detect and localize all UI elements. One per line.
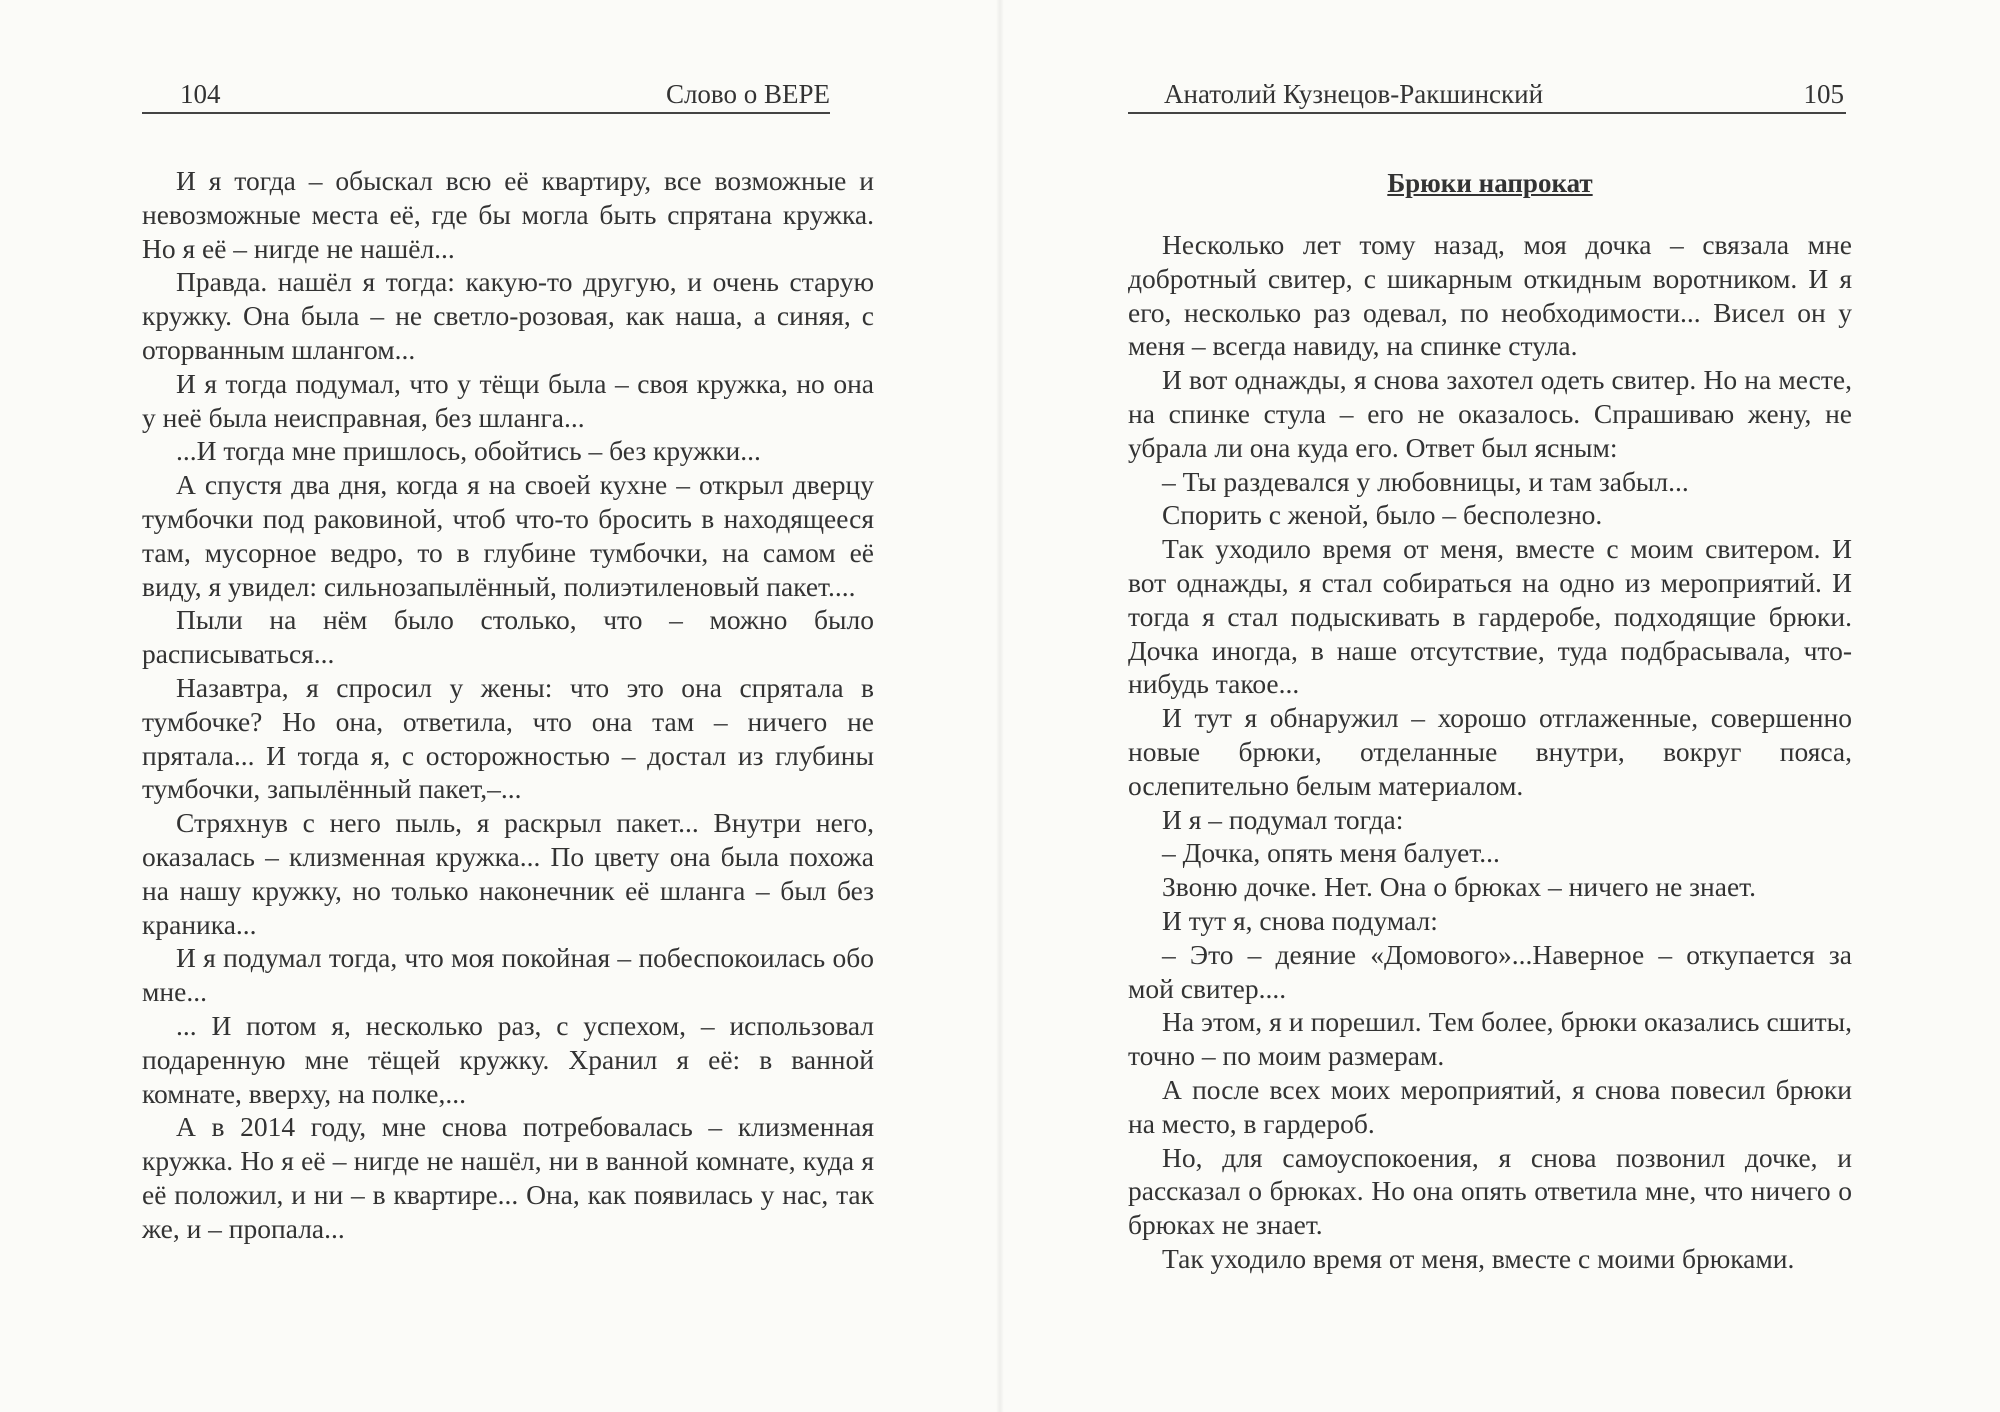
- paragraph: И я тогда подумал, что у тёщи была – своя кружка, но она у неё была неисправная, без шланга...: [142, 367, 874, 433]
- right-running-title: Анатолий Кузнецов-Ракшинский: [1164, 79, 1544, 109]
- left-page-number: 104: [180, 79, 221, 109]
- paragraph: – Это – деяние «Домового»...Наверное – откупается за мой свитер....: [1128, 938, 1852, 1004]
- paragraph: Назавтра, я спросил у жены: что это она спрятала в тумбочке? Но она, ответила, что она там – ничего не прятала... И тогда я, с осторожностью – достал из глубины тумбочки, запылённый пакет,–...: [142, 671, 874, 805]
- paragraph: Так уходило время от меня, вместе с моим свитером. И вот однажды, я стал собираться на одно из мероприятий. И тогда я стал подыскивать в гардеробе, подходящие брюки. Дочка иногда, в наше отсутствие, туда подбрасывала, что-нибудь такое...: [1128, 533, 1852, 700]
- left-page-header: [142, 76, 830, 114]
- paragraph: И вот однажды, я снова захотел одеть свитер. Но на месте, на спинке стула – его не оказалось. Спрашиваю жену, не убрала ли она куда его. Ответ был ясным:: [1128, 364, 1852, 463]
- left-body-text: [142, 164, 874, 1246]
- left-running-title: Слово о ВЕРЕ: [665, 79, 830, 109]
- paragraph: Звоню дочке. Нет. Она о брюках – ничего не знает.: [1162, 871, 1756, 903]
- paragraph: А в 2014 году, мне снова потребовалась – клизменная кружка. Но я её – нигде не нашёл, ни в ванной комнате, куда я её положил, и ни – в квартире... Она, как появилась у нас, так же, и – пропала...: [142, 1111, 874, 1244]
- right-page-number: 105: [1803, 79, 1844, 109]
- paragraph: – Ты раздевался у любовницы, и там забыл...: [1162, 465, 1689, 497]
- right-page-header: [1128, 76, 1846, 114]
- paragraph: И я – подумал тогда:: [1162, 803, 1404, 835]
- paragraph: Правда. нашёл я тогда: какую-то другую, и очень старую кружку. Она была – не светло-розовая, как наша, а синяя, с оторванным шлангом...: [142, 266, 874, 365]
- paragraph: На этом, я и порешил. Тем более, брюки оказались сшиты, точно – по моим размерам.: [1128, 1006, 1852, 1072]
- paragraph: Так уходило время от меня, вместе с моими брюками.: [1162, 1242, 1795, 1274]
- paragraph: Спорить с женой, было – бесполезно.: [1162, 499, 1603, 531]
- paragraph: И я подумал тогда, что моя покойная – побеспокоилась обо мне...: [142, 942, 874, 1008]
- paragraph: И тут я обнаружил – хорошо отглаженные, совершенно новые брюки, отделанные внутри, вокруг пояса, ослепительно белым материалом.: [1128, 702, 1852, 801]
- paragraph: ... И потом я, несколько раз, с успехом, – использовал подаренную мне тёщей кружку. Хранил я её: в ванной комнате, вверху, на полке,...: [142, 1009, 874, 1109]
- paragraph: Стряхнув с него пыль, я раскрыл пакет... Внутри него, оказалась – клизменная кружка... По цвету она была похожа на нашу кружку, но только наконечник её шланга – был без краника...: [142, 807, 874, 940]
- right-page: [1000, 0, 2000, 1412]
- paragraph: А после всех моих мероприятий, я снова повесил брюки на место, в гардероб.: [1128, 1073, 1852, 1139]
- paragraph: А спустя два дня, когда я на своей кухне – открыл дверцу тумбочки под раковиной, чтоб что-то бросить в находящееся там, мусорное ведро, то в глубине тумбочки, на самом её виду, я увидел: сильнозапылённый, полиэтиленовый пакет....: [142, 469, 874, 602]
- right-body-text: [1128, 228, 1852, 1276]
- paragraph: – Дочка, опять меня балует...: [1162, 837, 1500, 869]
- paragraph: Но, для самоуспокоения, я снова позвонил дочке, и рассказал о брюках. Но она опять ответила мне, что ничего о брюках не знает.: [1128, 1141, 1852, 1241]
- paragraph: ...И тогда мне пришлось, обойтись – без кружки...: [176, 435, 761, 467]
- chapter-title: Брюки напрокат: [1387, 168, 1593, 198]
- paragraph: Пыли на нём было столько, что – можно было расписываться...: [142, 604, 874, 670]
- paragraph: И тут я, снова подумал:: [1162, 904, 1438, 936]
- paragraph: И я тогда – обыскал всю её квартиру, все возможные и невозможные места её, где бы могла быть спрятана кружка. Но я её – нигде не нашёл...: [142, 165, 874, 264]
- paragraph: Несколько лет тому назад, моя дочка – связала мне добротный свитер, с шикарным откидным воротником. И я его, несколько раз одевал, по необходимости... Висел он у меня – всегда навиду, на спинке стула.: [1128, 229, 1852, 362]
